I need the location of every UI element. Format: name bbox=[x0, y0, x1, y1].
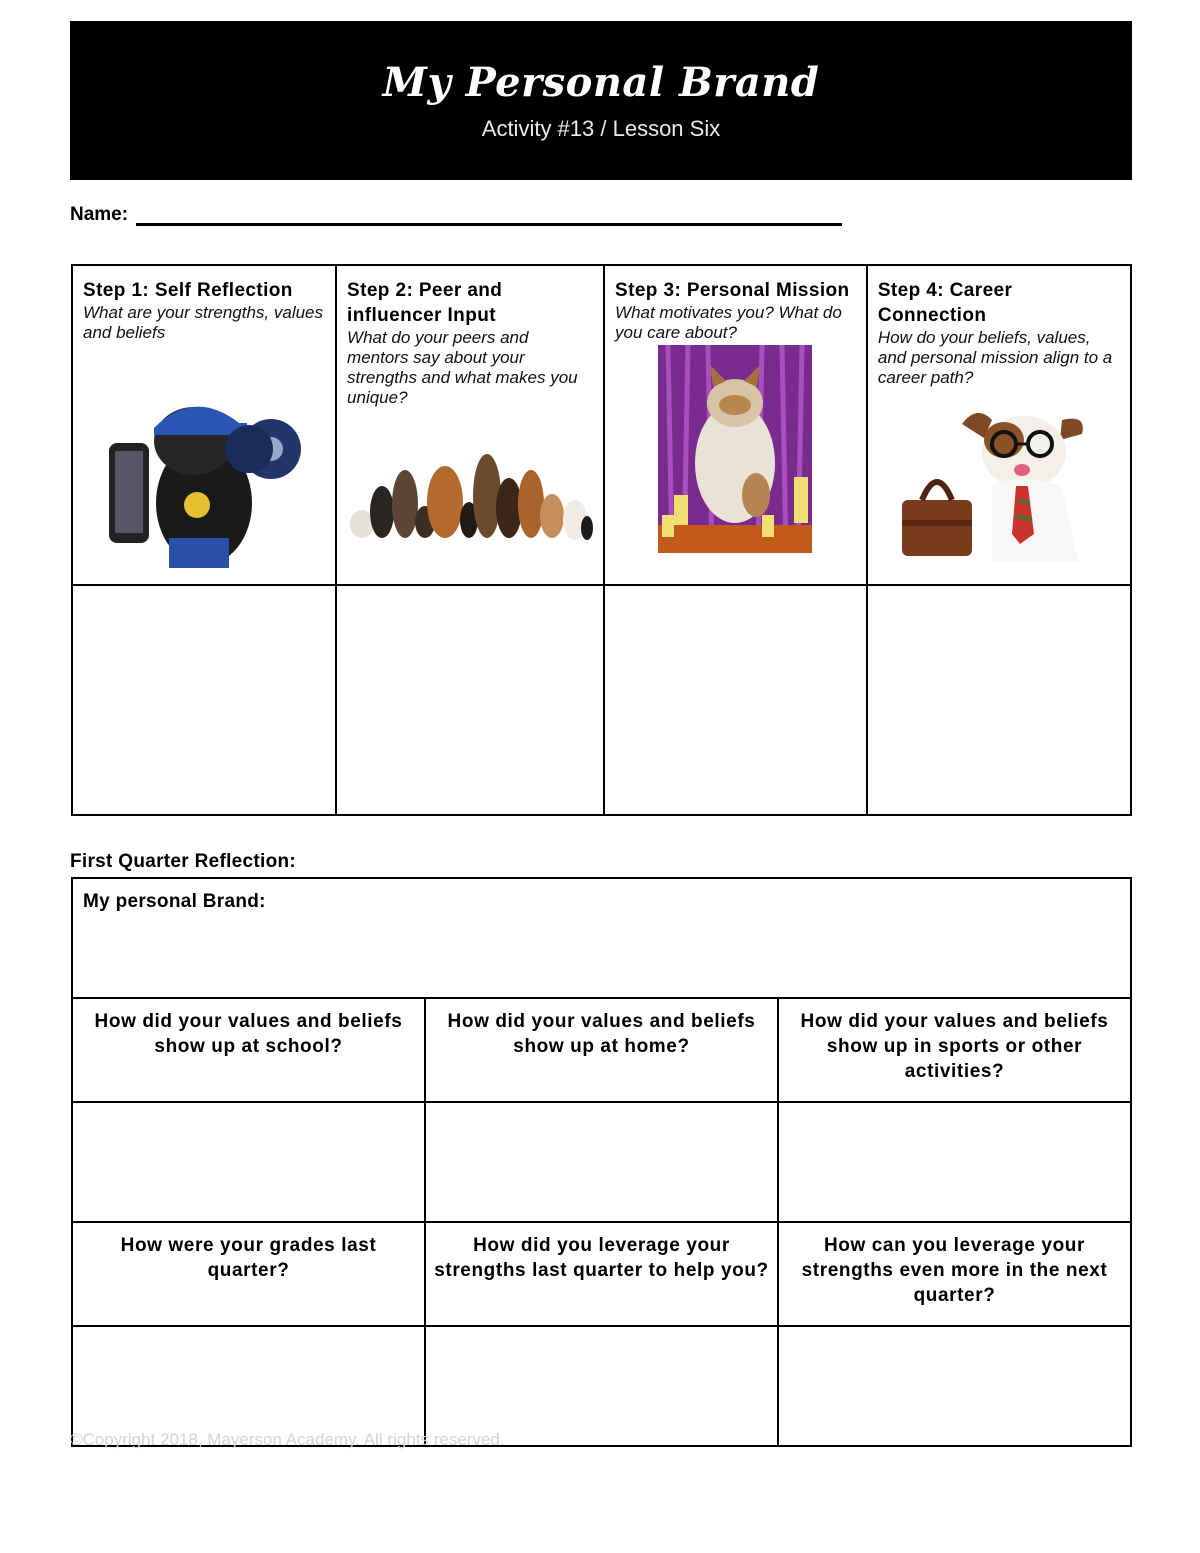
step-description: What are your strengths, values and beliefs bbox=[83, 303, 324, 342]
step-description: What motivates you? What do you care about? bbox=[615, 303, 842, 342]
step-description: How do your beliefs, values, and personal mission align to a career path? bbox=[877, 328, 1113, 387]
answer-school-cell[interactable] bbox=[72, 1102, 425, 1222]
step-title: Step 2: Peer and influencer Input bbox=[347, 280, 503, 326]
answer-home-cell[interactable] bbox=[425, 1102, 778, 1222]
step-title: Step 1: Self Reflection bbox=[83, 280, 293, 301]
personal-brand-label: My personal Brand: bbox=[83, 891, 266, 912]
page-title: My Personal Brand bbox=[382, 59, 820, 106]
step-title: Step 4: Career Connection bbox=[877, 280, 1013, 326]
personal-brand-cell[interactable] bbox=[72, 878, 1131, 998]
reflection-section-label: First Quarter Reflection: bbox=[70, 851, 297, 872]
answer-leverage-last-cell[interactable] bbox=[425, 1326, 778, 1446]
question-sports: How did your values and beliefs show up in sports or other activities? bbox=[778, 998, 1131, 1102]
page-subtitle: Activity #13 / Lesson Six bbox=[481, 116, 721, 141]
answer-leverage-next-cell[interactable] bbox=[778, 1326, 1131, 1446]
steps-table bbox=[71, 264, 1132, 816]
question-grades: How were your grades last quarter? bbox=[72, 1222, 425, 1326]
meditating-cat-image bbox=[658, 345, 812, 553]
group-of-dogs-image bbox=[347, 434, 593, 544]
step-1-answer-cell[interactable] bbox=[72, 585, 336, 815]
page-header bbox=[70, 21, 1132, 180]
step-3-answer-cell[interactable] bbox=[604, 585, 867, 815]
question-leverage-last: How did you leverage your strengths last quarter to help you? bbox=[425, 1222, 778, 1326]
question-school: How did your values and beliefs show up at school? bbox=[72, 998, 425, 1102]
step-4-answer-cell[interactable] bbox=[867, 585, 1131, 815]
answer-sports-cell[interactable] bbox=[778, 1102, 1131, 1222]
dog-with-glasses-and-briefcase-image bbox=[892, 404, 1106, 562]
step-title: Step 3: Personal Mission bbox=[615, 280, 850, 301]
step-cell-1 bbox=[72, 265, 336, 585]
copyright-notice: ©Copyright 2018, Mayerson Academy. All rights reserved. bbox=[70, 1430, 505, 1449]
answer-grades-cell[interactable] bbox=[72, 1326, 425, 1446]
step-cell-4 bbox=[867, 265, 1131, 585]
step-description: What do your peers and mentors say about your strengths and what makes you unique? bbox=[347, 328, 578, 407]
name-row bbox=[70, 204, 842, 226]
question-home: How did your values and beliefs show up at home? bbox=[425, 998, 778, 1102]
name-field[interactable] bbox=[136, 207, 842, 226]
question-leverage-next: How can you leverage your strengths even more in the next quarter? bbox=[778, 1222, 1131, 1326]
bulldog-with-dumbbell-image bbox=[99, 383, 309, 573]
name-label: Name: bbox=[70, 204, 129, 225]
step-cell-2 bbox=[336, 265, 604, 585]
step-2-answer-cell[interactable] bbox=[336, 585, 604, 815]
step-cell-3 bbox=[604, 265, 867, 585]
reflection-table bbox=[71, 877, 1132, 1447]
